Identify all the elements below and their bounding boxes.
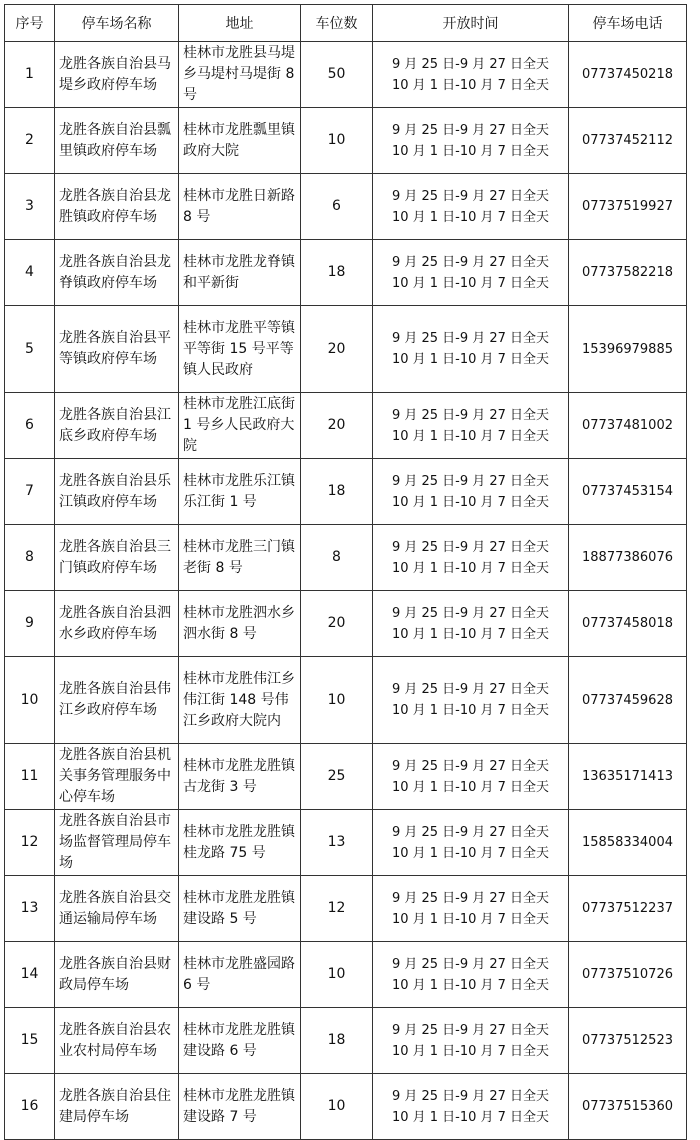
parking-lot-address: 桂林市龙胜泗水乡泗水街 8 号 — [179, 591, 301, 657]
parking-spaces: 10 — [301, 1074, 373, 1140]
table-row — [5, 810, 687, 876]
opening-hours-line-1: 9 月 25 日-9 月 27 日全天 — [391, 254, 550, 270]
header-no: 序号 — [5, 5, 55, 42]
opening-hours — [373, 1008, 569, 1074]
table-body — [5, 42, 687, 1140]
parking-spaces: 25 — [301, 744, 373, 810]
parking-spaces: 20 — [301, 306, 373, 393]
opening-hours-line-2: 10 月 1 日-10 月 7 日全天 — [391, 977, 550, 993]
opening-hours — [373, 42, 569, 108]
parking-lot-name: 龙胜各族自治县江底乡政府停车场 — [55, 393, 179, 459]
row-number: 7 — [5, 459, 55, 525]
table-row — [5, 876, 687, 942]
parking-lot-address: 桂林市龙胜县马堤乡马堤村马堤街 8 号 — [179, 42, 301, 108]
opening-hours — [373, 240, 569, 306]
header-phone: 停车场电话 — [569, 5, 687, 42]
table-row — [5, 1074, 687, 1140]
table-row — [5, 459, 687, 525]
opening-hours — [373, 810, 569, 876]
parking-lot-address: 桂林市龙胜龙胜镇建设路 6 号 — [179, 1008, 301, 1074]
parking-lot-address: 桂林市龙胜日新路 8 号 — [179, 174, 301, 240]
opening-hours — [373, 393, 569, 459]
row-number: 4 — [5, 240, 55, 306]
table-row — [5, 1008, 687, 1074]
parking-spaces: 18 — [301, 1008, 373, 1074]
parking-spaces: 18 — [301, 459, 373, 525]
row-number: 15 — [5, 1008, 55, 1074]
row-number: 2 — [5, 108, 55, 174]
table-row — [5, 306, 687, 393]
opening-hours-line-2: 10 月 1 日-10 月 7 日全天 — [391, 1109, 550, 1125]
opening-hours — [373, 591, 569, 657]
parking-lot-phone: 18877386076 — [569, 525, 687, 591]
table-header-row — [5, 5, 687, 42]
opening-hours-line-2: 10 月 1 日-10 月 7 日全天 — [391, 703, 550, 718]
parking-lot-name: 龙胜各族自治县财政局停车场 — [55, 942, 179, 1008]
opening-hours-line-2: 10 月 1 日-10 月 7 日全天 — [391, 845, 550, 861]
opening-hours — [373, 744, 569, 810]
parking-spaces: 50 — [301, 42, 373, 108]
opening-hours-line-1: 9 月 25 日-9 月 27 日全天 — [391, 188, 550, 204]
parking-lot-name: 龙胜各族自治县三门镇政府停车场 — [55, 525, 179, 591]
opening-hours-line-2: 10 月 1 日-10 月 7 日全天 — [391, 428, 550, 444]
table-row — [5, 657, 687, 744]
header-hours: 开放时间 — [373, 5, 569, 42]
opening-hours-line-1: 9 月 25 日-9 月 27 日全天 — [391, 539, 550, 555]
parking-lot-phone: 07737452112 — [569, 108, 687, 174]
header-address: 地址 — [179, 5, 301, 42]
parking-lot-name: 龙胜各族自治县交通运输局停车场 — [55, 876, 179, 942]
opening-hours — [373, 306, 569, 393]
opening-hours-line-1: 9 月 25 日-9 月 27 日全天 — [391, 407, 550, 423]
opening-hours-line-1: 9 月 25 日-9 月 27 日全天 — [391, 56, 550, 72]
parking-spaces: 12 — [301, 876, 373, 942]
opening-hours-line-2: 10 月 1 日-10 月 7 日全天 — [391, 77, 550, 93]
parking-lot-phone: 07737459628 — [569, 657, 687, 744]
row-number: 3 — [5, 174, 55, 240]
opening-hours-line-1: 9 月 25 日-9 月 27 日全天 — [391, 682, 550, 697]
opening-hours — [373, 459, 569, 525]
parking-lot-name: 龙胜各族自治县瓢里镇政府停车场 — [55, 108, 179, 174]
opening-hours-line-2: 10 月 1 日-10 月 7 日全天 — [391, 1043, 550, 1059]
parking-lot-phone: 13635171413 — [569, 744, 687, 810]
opening-hours-line-1: 9 月 25 日-9 月 27 日全天 — [391, 824, 550, 840]
parking-lot-phone: 07737519927 — [569, 174, 687, 240]
table-row — [5, 174, 687, 240]
parking-lot-name: 龙胜各族自治县平等镇政府停车场 — [55, 306, 179, 393]
row-number: 6 — [5, 393, 55, 459]
table-row — [5, 240, 687, 306]
parking-lot-address: 桂林市龙胜瓢里镇政府大院 — [179, 108, 301, 174]
opening-hours-line-2: 10 月 1 日-10 月 7 日全天 — [391, 911, 550, 927]
parking-lot-phone: 07737512523 — [569, 1008, 687, 1074]
row-number: 5 — [5, 306, 55, 393]
parking-lot-name: 龙胜各族自治县乐江镇政府停车场 — [55, 459, 179, 525]
parking-lot-phone: 07737515360 — [569, 1074, 687, 1140]
opening-hours — [373, 942, 569, 1008]
row-number: 13 — [5, 876, 55, 942]
opening-hours — [373, 174, 569, 240]
table-row — [5, 393, 687, 459]
row-number: 8 — [5, 525, 55, 591]
parking-lot-address: 桂林市龙胜龙胜镇桂龙路 75 号 — [179, 810, 301, 876]
opening-hours-line-2: 10 月 1 日-10 月 7 日全天 — [391, 779, 550, 795]
opening-hours — [373, 525, 569, 591]
parking-lot-table — [4, 4, 687, 1140]
parking-lot-address: 桂林市龙胜平等镇平等街 15 号平等镇人民政府 — [179, 306, 301, 393]
parking-spaces: 20 — [301, 591, 373, 657]
opening-hours-line-2: 10 月 1 日-10 月 7 日全天 — [391, 626, 550, 642]
parking-lot-phone: 07737481002 — [569, 393, 687, 459]
parking-lot-address: 桂林市龙胜龙胜镇建设路 5 号 — [179, 876, 301, 942]
opening-hours-line-2: 10 月 1 日-10 月 7 日全天 — [391, 209, 550, 225]
opening-hours — [373, 876, 569, 942]
row-number: 16 — [5, 1074, 55, 1140]
header-name: 停车场名称 — [55, 5, 179, 42]
opening-hours-line-1: 9 月 25 日-9 月 27 日全天 — [391, 1022, 550, 1038]
parking-spaces: 10 — [301, 108, 373, 174]
row-number: 10 — [5, 657, 55, 744]
parking-lot-phone: 07737450218 — [569, 42, 687, 108]
parking-lot-name: 龙胜各族自治县伟江乡政府停车场 — [55, 657, 179, 744]
parking-lot-name: 龙胜各族自治县机关事务管理服务中心停车场 — [55, 744, 179, 810]
parking-lot-phone: 15396979885 — [569, 306, 687, 393]
parking-lot-phone: 07737510726 — [569, 942, 687, 1008]
opening-hours-line-1: 9 月 25 日-9 月 27 日全天 — [391, 473, 550, 489]
parking-lot-name: 龙胜各族自治县农业农村局停车场 — [55, 1008, 179, 1074]
table-row — [5, 42, 687, 108]
parking-spaces: 18 — [301, 240, 373, 306]
parking-spaces: 10 — [301, 942, 373, 1008]
parking-spaces: 20 — [301, 393, 373, 459]
opening-hours — [373, 1074, 569, 1140]
header-spaces: 车位数 — [301, 5, 373, 42]
opening-hours-line-1: 9 月 25 日-9 月 27 日全天 — [391, 890, 550, 906]
opening-hours-line-2: 10 月 1 日-10 月 7 日全天 — [391, 494, 550, 510]
parking-lot-address: 桂林市龙胜江底街 1 号乡人民政府大院 — [179, 393, 301, 459]
parking-lot-phone: 07737582218 — [569, 240, 687, 306]
opening-hours-line-1: 9 月 25 日-9 月 27 日全天 — [391, 758, 550, 774]
parking-lot-phone: 07737458018 — [569, 591, 687, 657]
table-row — [5, 108, 687, 174]
row-number: 12 — [5, 810, 55, 876]
row-number: 11 — [5, 744, 55, 810]
opening-hours-line-2: 10 月 1 日-10 月 7 日全天 — [391, 143, 550, 159]
opening-hours — [373, 657, 569, 744]
parking-lot-name: 龙胜各族自治县马堤乡政府停车场 — [55, 42, 179, 108]
table-row — [5, 744, 687, 810]
parking-spaces: 8 — [301, 525, 373, 591]
table-row — [5, 942, 687, 1008]
row-number: 14 — [5, 942, 55, 1008]
parking-lot-name: 龙胜各族自治县龙胜镇政府停车场 — [55, 174, 179, 240]
parking-spaces: 10 — [301, 657, 373, 744]
parking-spaces: 6 — [301, 174, 373, 240]
opening-hours-line-2: 10 月 1 日-10 月 7 日全天 — [391, 560, 550, 576]
parking-lot-address: 桂林市龙胜龙脊镇和平新街 — [179, 240, 301, 306]
parking-lot-phone: 07737453154 — [569, 459, 687, 525]
parking-lot-address: 桂林市龙胜乐江镇乐江街 1 号 — [179, 459, 301, 525]
opening-hours — [373, 108, 569, 174]
parking-lot-address: 桂林市龙胜龙胜镇古龙街 3 号 — [179, 744, 301, 810]
row-number: 1 — [5, 42, 55, 108]
opening-hours-line-1: 9 月 25 日-9 月 27 日全天 — [391, 956, 550, 972]
parking-lot-address: 桂林市龙胜龙胜镇建设路 7 号 — [179, 1074, 301, 1140]
row-number: 9 — [5, 591, 55, 657]
parking-lot-name: 龙胜各族自治县泗水乡政府停车场 — [55, 591, 179, 657]
parking-lot-phone: 07737512237 — [569, 876, 687, 942]
opening-hours-line-1: 9 月 25 日-9 月 27 日全天 — [391, 122, 550, 138]
opening-hours-line-1: 9 月 25 日-9 月 27 日全天 — [391, 605, 550, 621]
parking-lot-address: 桂林市龙胜伟江乡伟江街 148 号伟江乡政府大院内 — [179, 657, 301, 744]
opening-hours-line-2: 10 月 1 日-10 月 7 日全天 — [391, 352, 550, 367]
opening-hours-line-1: 9 月 25 日-9 月 27 日全天 — [391, 1088, 550, 1104]
table-row — [5, 525, 687, 591]
parking-lot-address: 桂林市龙胜盛园路 6 号 — [179, 942, 301, 1008]
parking-lot-name: 龙胜各族自治县龙脊镇政府停车场 — [55, 240, 179, 306]
parking-lot-phone: 15858334004 — [569, 810, 687, 876]
opening-hours-line-1: 9 月 25 日-9 月 27 日全天 — [391, 331, 550, 346]
table-row — [5, 591, 687, 657]
parking-lot-address: 桂林市龙胜三门镇老街 8 号 — [179, 525, 301, 591]
parking-spaces: 13 — [301, 810, 373, 876]
parking-lot-name: 龙胜各族自治县市场监督管理局停车场 — [55, 810, 179, 876]
opening-hours-line-2: 10 月 1 日-10 月 7 日全天 — [391, 275, 550, 291]
parking-lot-name: 龙胜各族自治县住建局停车场 — [55, 1074, 179, 1140]
